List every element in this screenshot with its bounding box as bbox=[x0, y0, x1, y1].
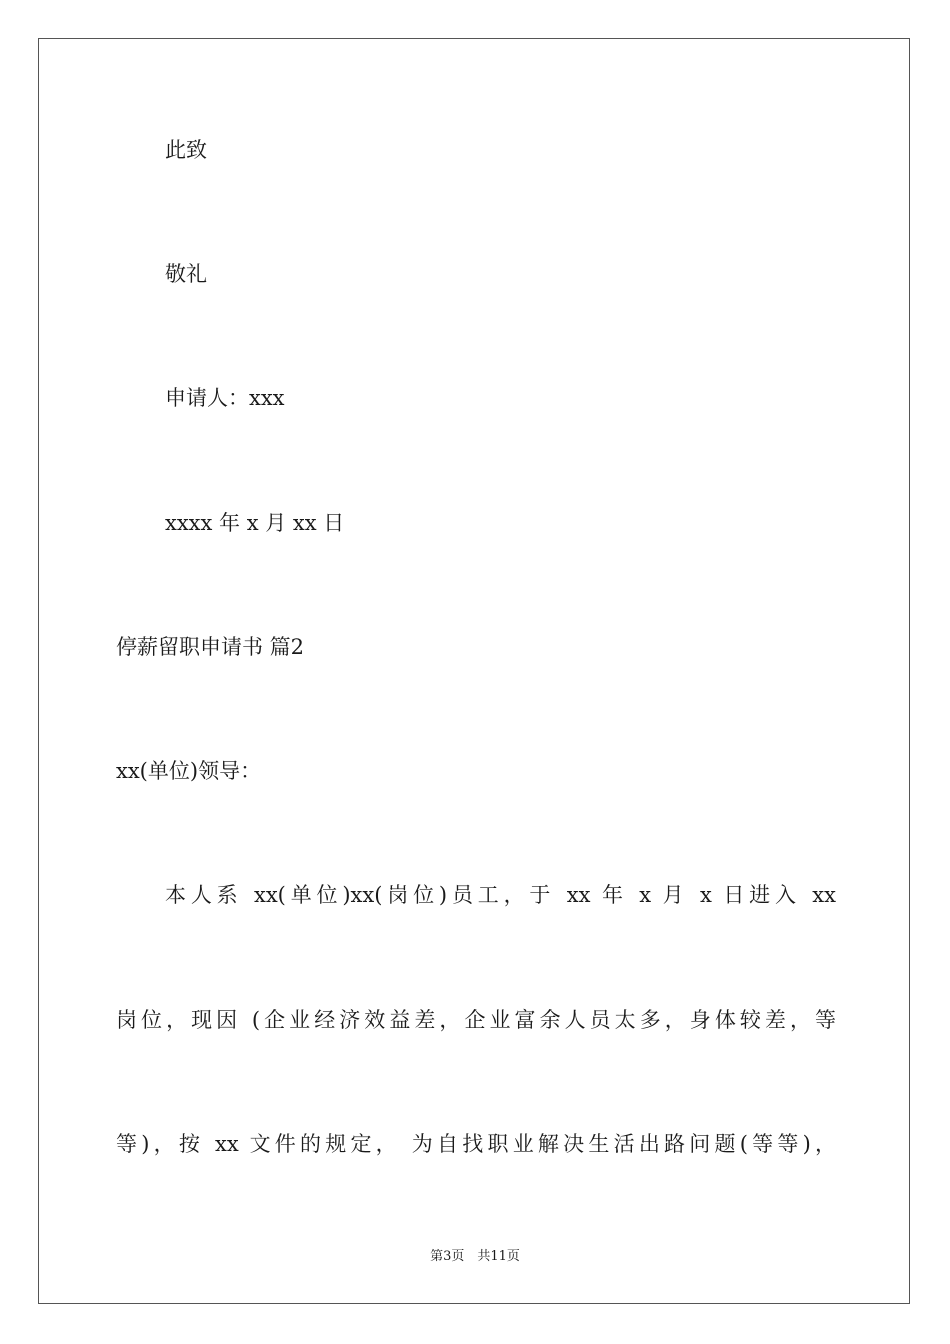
regards-text: 敬礼 bbox=[165, 262, 207, 286]
section-title: 停薪留职申请书 篇2 bbox=[116, 635, 305, 659]
salutation: xx(单位)领导： bbox=[116, 759, 262, 783]
closing-text: 此致 bbox=[165, 138, 207, 162]
body-line-3: 等)，按 xx 文件的规定， 为自找职业解决生活出路问题(等等)， bbox=[116, 1132, 836, 1156]
date-line: xxxx 年 x 月 xx 日 bbox=[165, 511, 345, 535]
body-line-1: 本人系 xx(单位)xx(岗位)员工，于 xx 年 x 月 x 日进入 xx bbox=[165, 883, 836, 907]
applicant-line: 申请人：xxx bbox=[165, 386, 285, 410]
page-frame bbox=[38, 38, 910, 1304]
page-number-footer: 第3页 共11页 bbox=[430, 1249, 520, 1264]
body-line-2: 岗位，现因 (企业经济效益差，企业富余人员太多，身体较差，等 bbox=[116, 1008, 836, 1032]
